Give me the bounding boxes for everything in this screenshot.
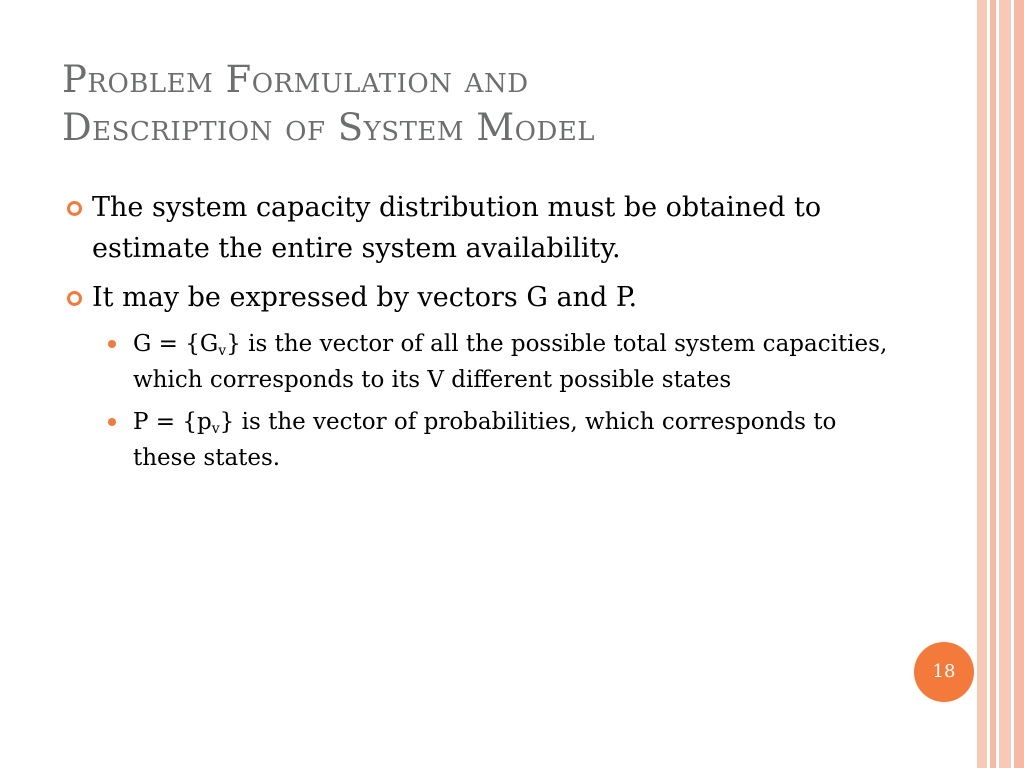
- bullet-text: It may be expressed by vectors G and P.: [92, 282, 638, 313]
- side-decor-band: [999, 0, 1011, 768]
- sub-bullet-prefix: G = {G: [133, 331, 219, 357]
- slide-title-line-2: Description of System Model: [62, 106, 596, 149]
- sub-bullet-prefix: P = {p: [133, 409, 212, 435]
- dot-bullet-icon: [108, 418, 116, 426]
- sub-bullet-suffix: } is the vector of probabilities, which corresponds to these states.: [133, 409, 837, 471]
- side-decor-band: [1014, 0, 1024, 768]
- sub-bullet-item: [133, 404, 892, 476]
- subscript: v: [211, 421, 220, 437]
- bullet-item: [62, 277, 892, 318]
- sub-bullet-suffix: } is the vector of all the possible total system capacities, which corresponds to its V different possible states: [133, 331, 888, 393]
- bullet-item: [62, 187, 892, 269]
- slide-title-line-1: Problem Formulation and: [62, 58, 529, 101]
- bullet-text: The system capacity distribution must be obtained to estimate the entire system availability.: [92, 192, 822, 264]
- dot-bullet-icon: [108, 340, 116, 348]
- sub-bullet-item: [133, 326, 892, 398]
- ring-bullet-icon: [67, 291, 82, 306]
- page-number-badge: 18: [914, 642, 974, 702]
- slide-body: [62, 187, 892, 482]
- side-decor-band: [977, 0, 987, 768]
- slide-title: [62, 56, 942, 152]
- subscript: v: [218, 343, 227, 359]
- ring-bullet-icon: [67, 201, 82, 216]
